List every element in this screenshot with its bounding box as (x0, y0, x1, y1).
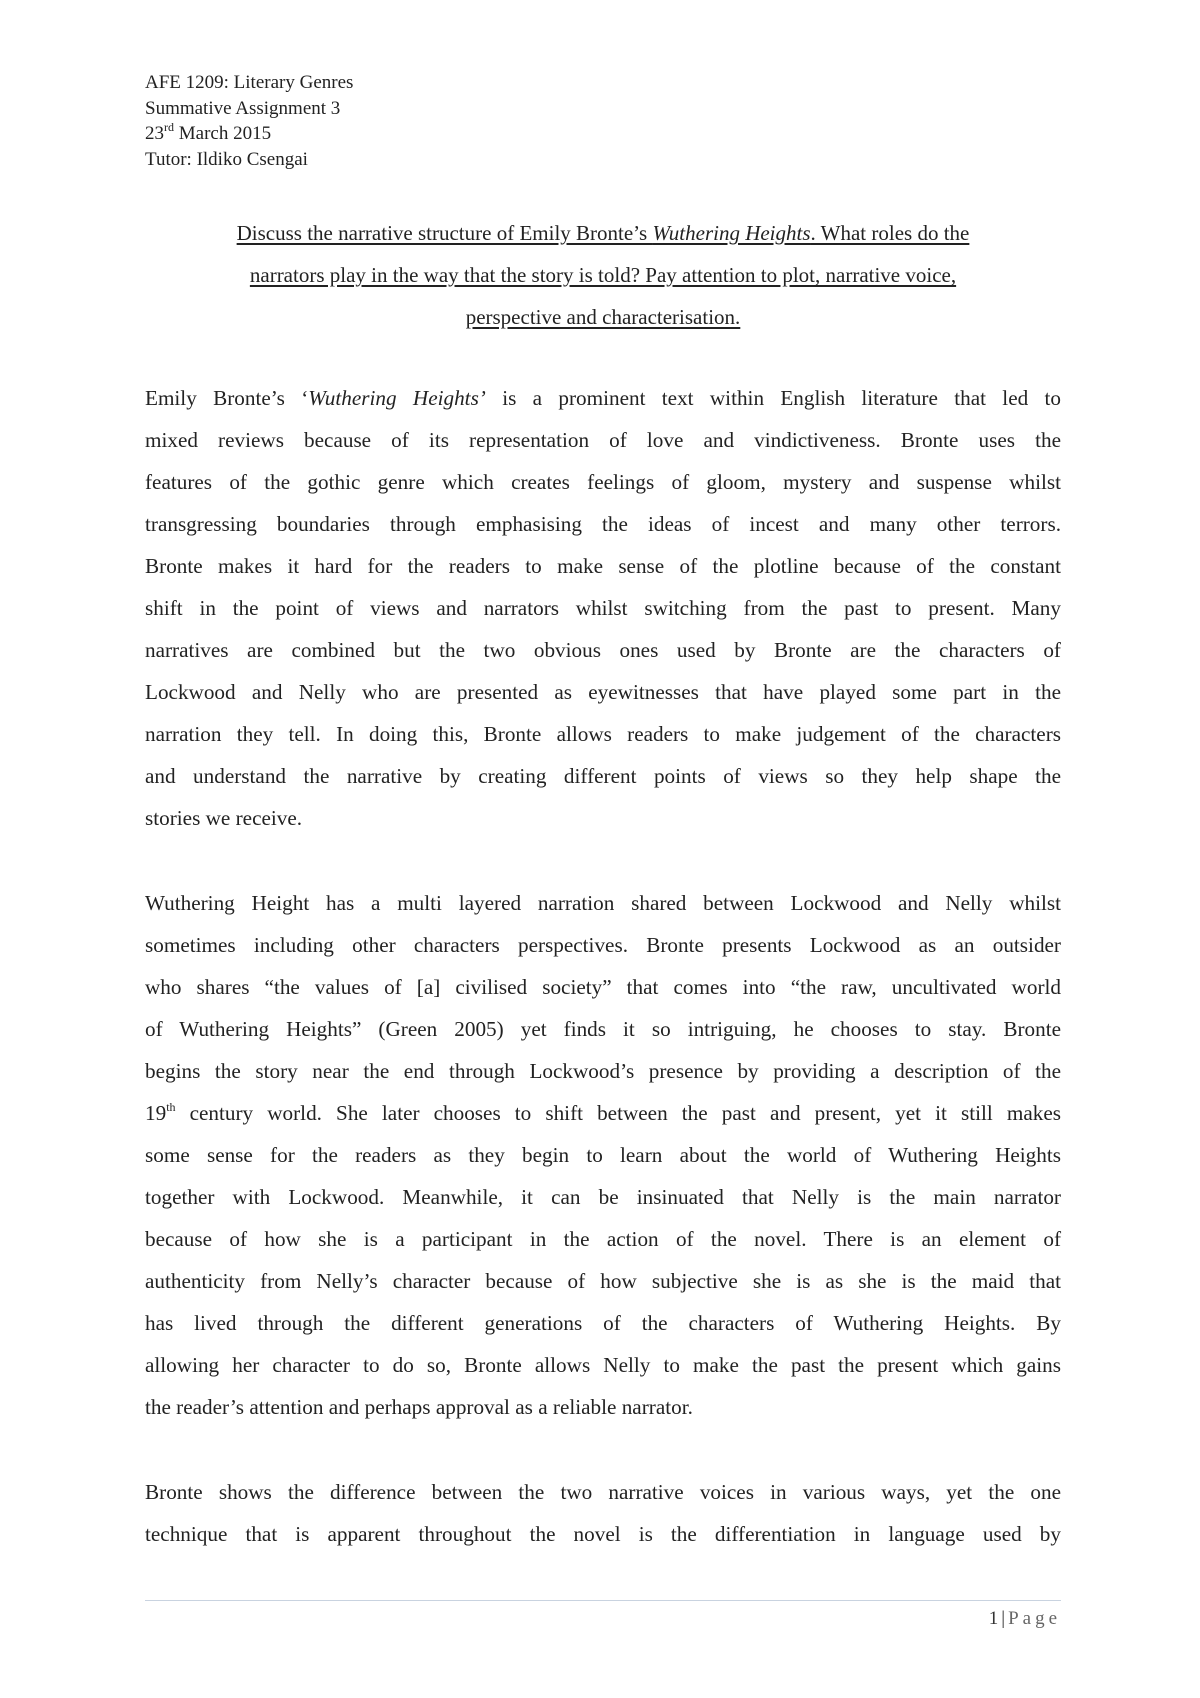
paragraph-line: Wuthering Height has a multi layered narration shared between Lockwood and Nelly whilst (145, 891, 1061, 915)
footer-divider (145, 1600, 1061, 1601)
novel-title: Wuthering Heights (652, 221, 811, 245)
question-line-1 (145, 212, 1061, 254)
tutor-line: Tutor: Ildiko Csengai (145, 148, 308, 170)
paragraph-line: Lockwood and Nelly who are presented as eyewitnesses that have played some part in the (145, 680, 1061, 704)
paragraph-line (145, 377, 1061, 419)
page-footer (989, 1608, 1061, 1630)
paragraph-line: Bronte makes it hard for the readers to make sense of the plotline because of the constant (145, 554, 1061, 578)
date-day: 23 (145, 123, 164, 144)
paragraph-line: who shares “the values of [a] civilised society” that comes into “the raw, uncultivated world (145, 975, 1061, 999)
paragraph-line: stories we receive. (145, 806, 303, 830)
paragraph-line: features of the gothic genre which creates feelings of gloom, mystery and suspense whilst (145, 470, 1061, 494)
paragraph-line: of Wuthering Heights” (Green 2005) yet finds it so intriguing, he chooses to stay. Bronte (145, 1017, 1061, 1041)
assignment-line: Summative Assignment 3 (145, 97, 341, 119)
paragraph-line: together with Lockwood. Meanwhile, it can be insinuated that Nelly is the main narrator (145, 1185, 1061, 1209)
paragraph-line: Bronte shows the difference between the two narrative voices in various ways, yet the one (145, 1480, 1061, 1504)
document-header (145, 70, 353, 172)
paragraph-3 (145, 1471, 1061, 1555)
paragraph-line: and understand the narrative by creating different points of views so they help shape the (145, 764, 1061, 788)
paragraph-line: authenticity from Nelly’s character because of how subjective she is as she is the maid that (145, 1269, 1061, 1293)
course-line: AFE 1209: Literary Genres (145, 72, 354, 93)
paragraph-line: narration they tell. In doing this, Bronte allows readers to make judgement of the characters (145, 722, 1061, 746)
question-text: . What roles do the (810, 221, 970, 245)
paragraph-line: shift in the point of views and narrators whilst switching from the past to present. Many (145, 596, 1061, 620)
page-label: Page (1008, 1608, 1061, 1629)
paragraph-line: mixed reviews because of its representation of love and vindictiveness. Bronte uses the (145, 428, 1061, 452)
footer-separator: | (1001, 1608, 1006, 1629)
paragraph-line: allowing her character to do so, Bronte allows Nelly to make the past the present which gains (145, 1353, 1061, 1377)
paragraph-line: transgressing boundaries through emphasising the ideas of incest and many other terrors. (145, 512, 1061, 536)
essay-question (145, 212, 1061, 338)
paragraph-line: the reader’s attention and perhaps approval as a reliable narrator. (145, 1395, 693, 1419)
paragraph-1 (145, 377, 1061, 839)
paragraph-line: some sense for the readers as they begin to learn about the world of Wuthering Heights (145, 1143, 1061, 1167)
paragraph-line: technique that is apparent throughout the novel is the differentiation in language used by (145, 1522, 1061, 1546)
paragraph-line: has lived through the different generations of the characters of Wuthering Heights. By (145, 1311, 1061, 1335)
date-line (145, 121, 353, 147)
page-number: 1 (988, 1608, 999, 1629)
question-line-2: narrators play in the way that the story is told? Pay attention to plot, narrative voice, (249, 263, 957, 287)
date-rest: March 2015 (178, 123, 272, 144)
paragraph-line (145, 1092, 1061, 1134)
ordinal-suffix: th (166, 1099, 176, 1114)
paragraph-line: begins the story near the end through Lockwood’s presence by providing a description of the (145, 1059, 1061, 1083)
question-text: Discuss the narrative structure of Emily Bronte’s (236, 221, 653, 245)
paragraph-line: sometimes including other characters perspectives. Bronte presents Lockwood as an outsider (145, 933, 1061, 957)
paragraph-2 (145, 882, 1061, 1428)
question-line-3: perspective and characterisation. (465, 305, 741, 329)
paragraph-text: Emily Bronte’s ‘ (145, 386, 309, 410)
paragraph-line: narratives are combined but the two obvious ones used by Bronte are the characters of (145, 638, 1061, 662)
paragraph-text: is a prominent text within English literature that led to (485, 386, 1061, 410)
date-suffix: rd (164, 119, 174, 134)
paragraph-text: century world. She later chooses to shift between the past and present, yet it still makes (175, 1101, 1061, 1125)
paragraph-line: because of how she is a participant in the action of the novel. There is an element of (145, 1227, 1061, 1251)
novel-title: Wuthering Heights’ (308, 386, 486, 410)
century-number: 19 (145, 1101, 167, 1125)
